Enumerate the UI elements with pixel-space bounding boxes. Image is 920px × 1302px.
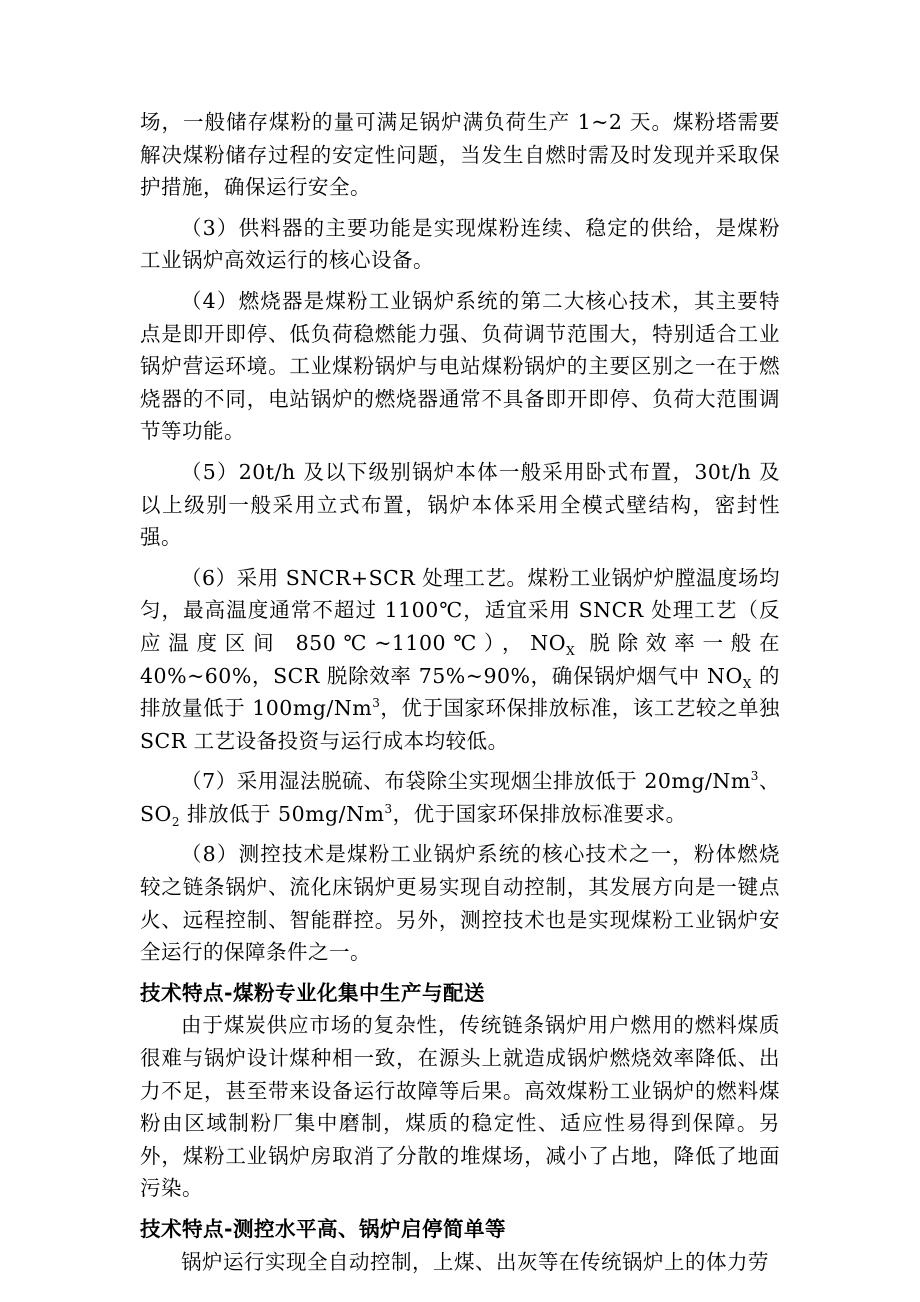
subscript: X xyxy=(742,676,752,691)
paragraph-item-3: （3）供料器的主要功能是实现煤粉连续、稳定的供给，是煤粉工业锅炉高效运行的核心设备。 xyxy=(140,215,780,273)
document-page xyxy=(140,106,780,1278)
superscript: 3 xyxy=(384,802,393,817)
section-heading-centralized-production: 技术特点-煤粉专业化集中生产与配送 xyxy=(140,980,486,1005)
section-heading-control-level: 技术特点-测控水平高、锅炉启停简单等 xyxy=(140,1217,507,1241)
paragraph-item-4: （4）燃烧器是煤粉工业锅炉系统的第二大核心技术，其主要特点是即开即停、低负荷稳燃能力强、负荷调节范围大，特别适合工业锅炉营运环境。工业煤粉锅炉与电站煤粉锅炉的主要区别之一在于燃烧器的不同，电站锅炉的燃烧器通常不具备即开即停、负荷大范围调节等功能。 xyxy=(140,288,780,444)
section-paragraph-centralized-production: 由于煤炭供应市场的复杂性，传统链条锅炉用户燃用的燃料煤质很难与锅炉设计煤种相一致，在源头上就造成锅炉燃烧效率降低、出力不足，甚至带来设备运行故障等后果。高效煤粉工业锅炉的燃料煤粉由区域制粉厂集中磨制，煤质的稳定性、适应性易得到保障。另外，煤粉工业锅炉房取消了分散的堆煤场，减小了占地，降低了地面污染。 xyxy=(140,1013,780,1201)
paragraph-item-5: （5）20t/h 及以下级别锅炉本体一般采用卧式布置，30t/h 及以上级别一般采用立式布置，锅炉本体采用全模式壁结构，密封性强。 xyxy=(140,459,780,550)
paragraph-item-6 xyxy=(140,562,780,758)
section-paragraph-control-level: 锅炉运行实现全自动控制，上煤、出灰等在传统锅炉上的体力劳 xyxy=(181,1249,769,1274)
text-run: 脱除效率一般在 40%~60%，SCR 脱除效率 75%~90%，确保锅炉烟气中 NO xyxy=(140,630,780,688)
text-run: ，优于国家环保排放标准要求。 xyxy=(392,801,687,826)
paragraph-item-8: （8）测控技术是煤粉工业锅炉系统的核心技术之一，粉体燃烧较之链条锅炉、流化床锅炉更易实现自动控制，其发展方向是一键点火、远程控制、智能群控。另外，测控技术也是实现煤粉工业锅炉安全运行的保障条件之一。 xyxy=(140,842,780,965)
paragraph-item-7 xyxy=(140,765,780,830)
subscript: X xyxy=(566,644,576,658)
text-run: （6）采用 SNCR+SCR 处理工艺。煤粉工业锅炉炉膛温度场均匀，最高温度通常不超过 1100℃，适宜采用 SNCR 处理工艺（反应温度区间 850℃~1100℃），NO xyxy=(140,565,780,655)
text-run: ，优于国家环保排放标准，该工艺较之单独 SCR 工艺设备投资与运行成本均较低。 xyxy=(140,696,780,753)
text-run: 排放低于 50mg/Nm xyxy=(180,801,385,826)
superscript: 3 xyxy=(750,769,759,784)
text-run: （7）采用湿法脱硫、布袋除尘实现烟尘排放低于 20mg/Nm xyxy=(181,769,751,794)
subscript: 2 xyxy=(171,814,180,829)
superscript: 3 xyxy=(372,696,381,711)
text-run: 的排放量低于 100mg/Nm xyxy=(140,663,780,721)
paragraph-continuation: 场，一般储存煤粉的量可满足锅炉满负荷生产 1~2 天。煤粉塔需要解决煤粉储存过程的安定性问题，当发生自燃时需及时发现并采取保护措施，确保运行安全。 xyxy=(140,110,780,200)
text-run: 、SO xyxy=(140,769,780,826)
